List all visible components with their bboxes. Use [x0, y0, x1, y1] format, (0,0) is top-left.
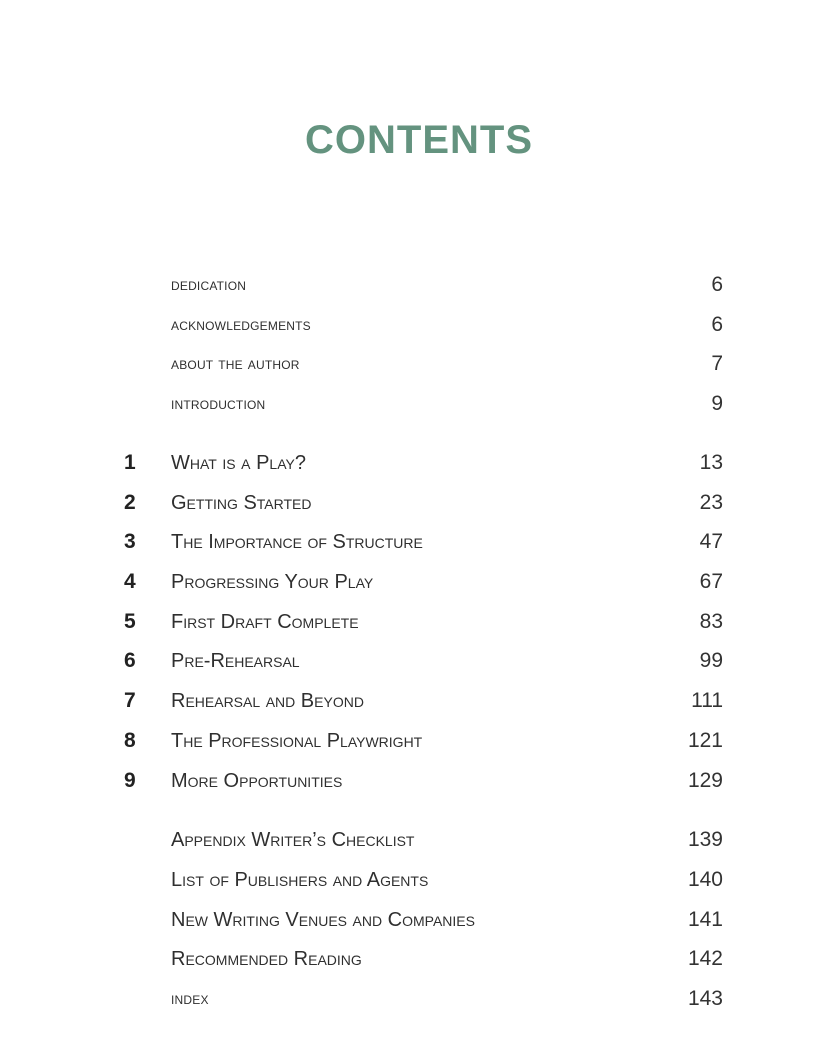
- toc-entry-page: 141: [687, 908, 723, 931]
- toc-entry-publishers-agents[interactable]: [0, 865, 818, 895]
- chapter-page: 13: [699, 451, 723, 474]
- toc-entry-label: acknowledgements: [171, 315, 311, 334]
- toc-entry-acknowledgements[interactable]: [0, 310, 818, 340]
- toc-chapter-2[interactable]: [0, 488, 818, 518]
- toc-entry-label: dedication: [171, 275, 247, 294]
- chapter-page: 129: [687, 769, 723, 792]
- toc-entry-label: List of Publishers and Agents: [171, 869, 429, 891]
- toc-entry-page: 7: [711, 352, 723, 375]
- toc-entry-page: 6: [711, 273, 723, 296]
- chapter-number: 6: [124, 649, 136, 672]
- toc-entry-recommended-reading[interactable]: [0, 944, 818, 974]
- toc-entry-about-the-author[interactable]: [0, 349, 818, 379]
- chapter-number: 1: [124, 451, 136, 474]
- chapter-number: 7: [124, 689, 136, 712]
- chapter-number: 5: [124, 610, 136, 633]
- chapter-title: The Importance of Structure: [171, 531, 423, 553]
- chapter-title: Pre-Rehearsal: [171, 650, 300, 672]
- toc-entry-page: 142: [687, 947, 723, 970]
- chapter-title: Rehearsal and Beyond: [171, 690, 364, 712]
- chapter-page: 111: [691, 689, 723, 712]
- toc-entry-page: 9: [711, 392, 723, 415]
- chapter-page: 121: [687, 729, 723, 752]
- page-title: CONTENTS: [305, 118, 533, 162]
- chapter-page: 23: [699, 491, 723, 514]
- toc-chapter-3[interactable]: [0, 527, 818, 557]
- toc-entry-introduction[interactable]: [0, 389, 818, 419]
- toc-chapter-7[interactable]: [0, 686, 818, 716]
- toc-entry-label: New Writing Venues and Companies: [171, 909, 475, 931]
- toc-entry-label: index: [171, 989, 209, 1008]
- toc-chapter-5[interactable]: [0, 607, 818, 637]
- toc-entry-page: 140: [687, 868, 723, 891]
- chapter-title: What is a Play?: [171, 452, 306, 474]
- toc-entry-page: 6: [711, 313, 723, 336]
- toc-chapter-1[interactable]: [0, 448, 818, 478]
- chapter-number: 3: [124, 530, 136, 553]
- toc-entry-page: 139: [687, 828, 723, 851]
- chapter-page: 67: [699, 570, 723, 593]
- toc-chapter-4[interactable]: [0, 567, 818, 597]
- chapter-number: 4: [124, 570, 136, 593]
- chapter-title: More Opportunities: [171, 770, 343, 792]
- chapter-page: 99: [699, 649, 723, 672]
- toc-entry-label: about the author: [171, 354, 300, 373]
- toc-entry-writing-venues[interactable]: [0, 905, 818, 935]
- chapter-title: Getting Started: [171, 492, 312, 514]
- chapter-title: The Professional Playwright: [171, 730, 423, 752]
- toc-entry-appendix[interactable]: [0, 825, 818, 855]
- chapter-number: 2: [124, 491, 136, 514]
- chapter-page: 47: [699, 530, 723, 553]
- chapter-number: 9: [124, 769, 136, 792]
- toc-chapter-6[interactable]: [0, 646, 818, 676]
- toc-chapter-8[interactable]: [0, 726, 818, 756]
- toc-entry-page: 143: [687, 987, 723, 1010]
- toc-chapter-9[interactable]: [0, 766, 818, 796]
- chapter-title: Progressing Your Play: [171, 571, 374, 593]
- chapter-title: First Draft Complete: [171, 611, 359, 633]
- chapter-page: 83: [699, 610, 723, 633]
- toc-entry-dedication[interactable]: [0, 270, 818, 300]
- toc-entry-label: Appendix Writer’s Checklist: [171, 829, 415, 851]
- toc-entry-index[interactable]: [0, 984, 818, 1014]
- chapter-number: 8: [124, 729, 136, 752]
- toc-entry-label: introduction: [171, 394, 266, 413]
- toc-entry-label: Recommended Reading: [171, 948, 362, 970]
